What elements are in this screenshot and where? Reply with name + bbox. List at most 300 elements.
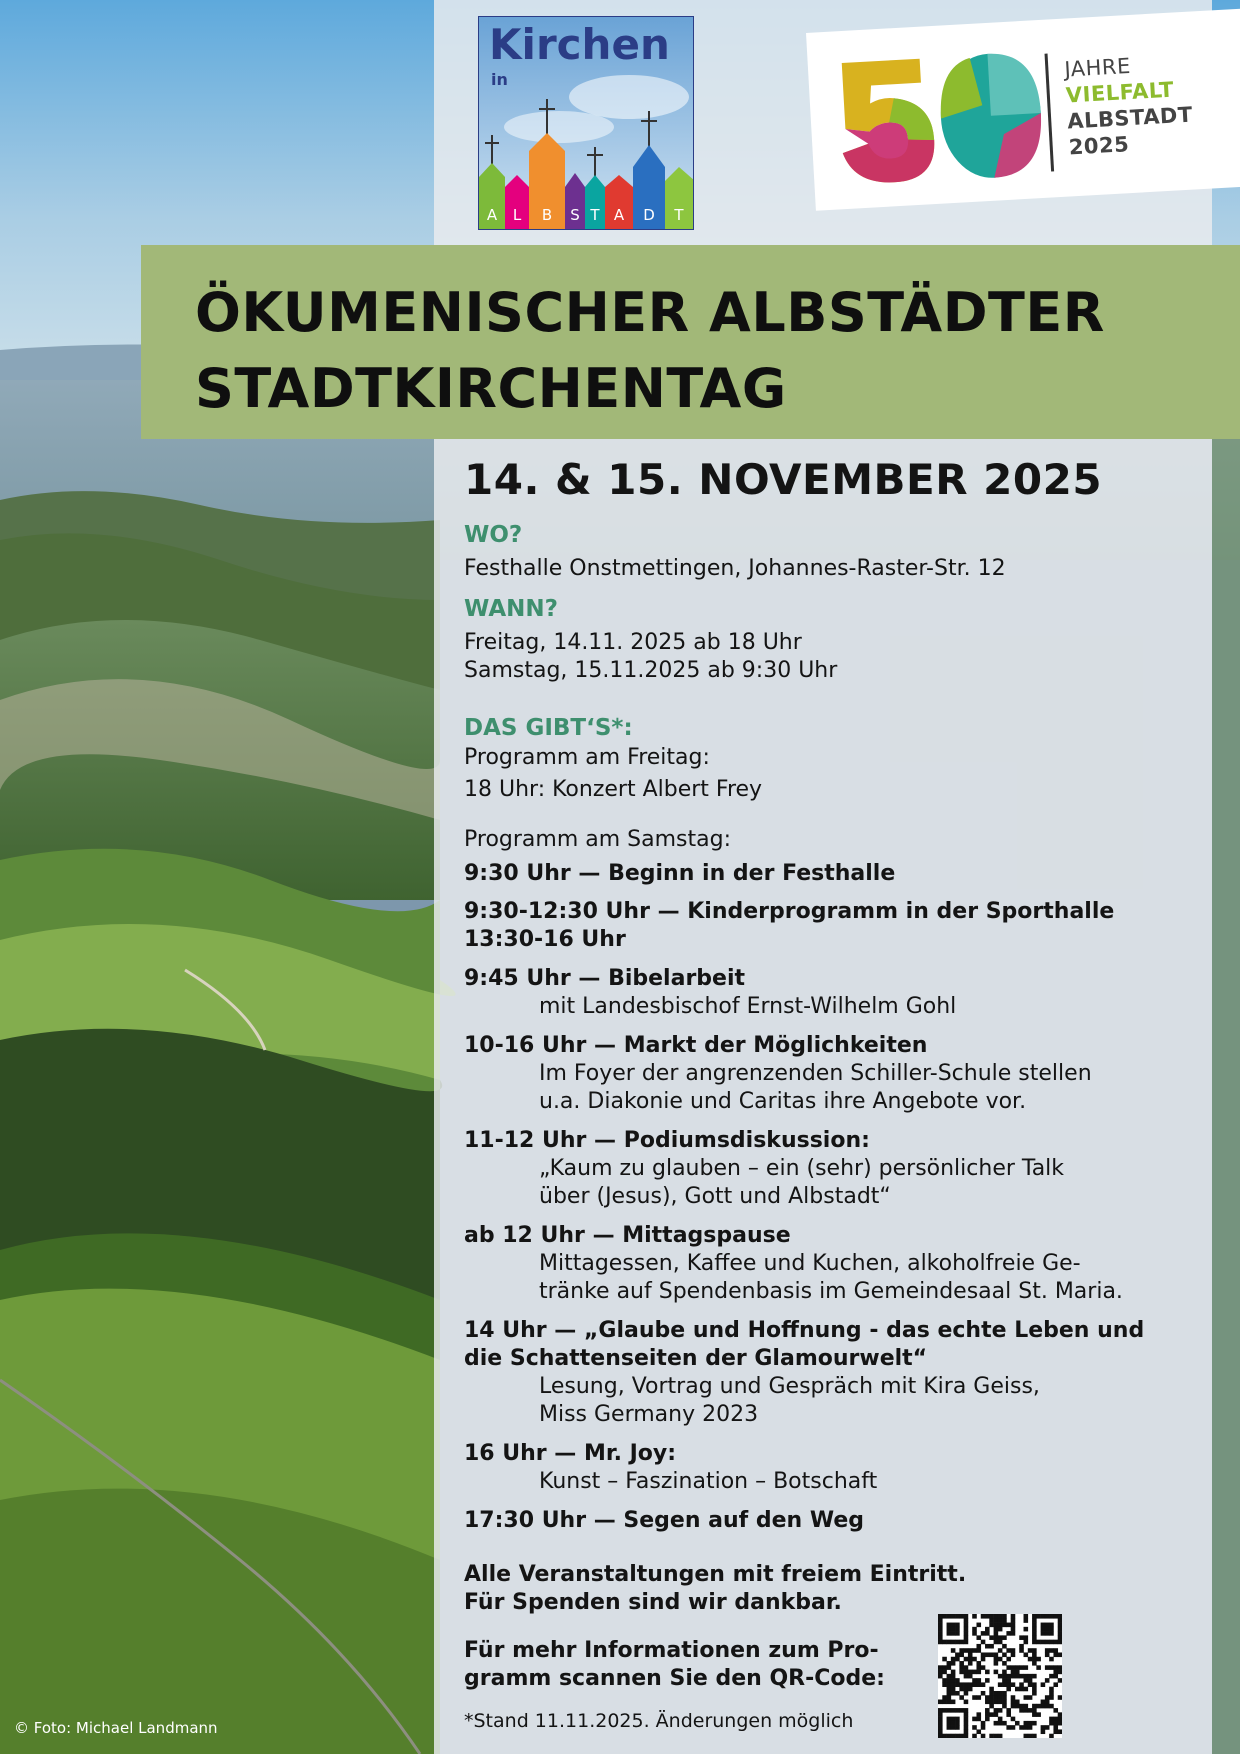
qr-module xyxy=(1006,1665,1011,1670)
qr-module xyxy=(947,1661,952,1666)
program-item-8-head: 16 Uhr — Mr. Joy: xyxy=(464,1441,677,1466)
qr-module xyxy=(964,1627,969,1632)
jubilee-logo-text xyxy=(1064,50,1195,161)
qr-module xyxy=(1011,1674,1016,1679)
qr-module xyxy=(1015,1674,1020,1679)
where-label: WO? xyxy=(464,522,523,548)
qr-module xyxy=(951,1708,956,1713)
qr-module xyxy=(1032,1674,1037,1679)
qr-module xyxy=(1045,1678,1050,1683)
logo-letter-d: D xyxy=(643,206,655,224)
qr-module xyxy=(1032,1687,1037,1692)
qr-module xyxy=(955,1721,960,1726)
qr-module xyxy=(998,1708,1003,1713)
qr-module xyxy=(989,1652,994,1657)
kirchen-logo-word: Kirchen xyxy=(489,20,670,69)
qr-module xyxy=(1011,1652,1016,1657)
qr-module xyxy=(947,1682,952,1687)
qr-module xyxy=(972,1648,977,1653)
qr-module xyxy=(1002,1618,1007,1623)
qr-module xyxy=(947,1640,952,1645)
jubilee-vielfalt: VIELFALT xyxy=(1065,77,1175,108)
qr-module xyxy=(968,1648,973,1653)
qr-module xyxy=(964,1725,969,1730)
qr-module xyxy=(985,1644,990,1649)
qr-module xyxy=(1011,1725,1016,1730)
program-item-4-detail: Im Foyer der angrenzenden Schiller-Schule stellen xyxy=(539,1061,1092,1086)
qr-module xyxy=(1032,1635,1037,1640)
qr-module xyxy=(942,1695,947,1700)
qr-module xyxy=(1049,1627,1054,1632)
qr-module xyxy=(1028,1657,1033,1662)
program-item-3-detail: mit Landesbischof Ernst-Wilhelm Gohl xyxy=(539,994,957,1019)
qr-module xyxy=(964,1721,969,1726)
qr-module xyxy=(1036,1614,1041,1619)
qr-module xyxy=(964,1708,969,1713)
qr-module xyxy=(981,1631,986,1636)
qr-module xyxy=(1041,1631,1046,1636)
qr-module xyxy=(1019,1665,1024,1670)
qr-module xyxy=(1032,1623,1037,1628)
qr-module xyxy=(1049,1695,1054,1700)
qr-module xyxy=(1015,1687,1020,1692)
qr-module xyxy=(1049,1717,1054,1722)
program-item-2-head: 9:30-12:30 Uhr — Kinderprogramm in der Sporthalle xyxy=(464,899,1115,924)
qr-module xyxy=(968,1657,973,1662)
qr-module xyxy=(1011,1627,1016,1632)
qr-module xyxy=(1036,1640,1041,1645)
qr-module xyxy=(1049,1734,1054,1738)
qr-module xyxy=(1019,1635,1024,1640)
qr-module xyxy=(981,1725,986,1730)
qr-module xyxy=(1058,1717,1062,1722)
qr-module xyxy=(1049,1691,1054,1696)
qr-module xyxy=(947,1614,952,1619)
qr-module xyxy=(989,1691,994,1696)
qr-module xyxy=(998,1695,1003,1700)
qr-module xyxy=(1015,1700,1020,1705)
qr-module xyxy=(1028,1725,1033,1730)
qr-module xyxy=(1024,1708,1029,1713)
qr-module xyxy=(1011,1648,1016,1653)
qr-module xyxy=(989,1704,994,1709)
qr-module xyxy=(968,1661,973,1666)
qr-module xyxy=(1006,1631,1011,1636)
qr-module xyxy=(955,1717,960,1722)
qr-module xyxy=(1045,1627,1050,1632)
qr-module xyxy=(989,1623,994,1628)
qr-module xyxy=(951,1623,956,1628)
qr-module xyxy=(1053,1665,1058,1670)
qr-module xyxy=(955,1708,960,1713)
qr-module xyxy=(1058,1627,1062,1632)
qr-module xyxy=(942,1657,947,1662)
qr-module xyxy=(955,1734,960,1738)
qr-module xyxy=(1011,1631,1016,1636)
qr-module xyxy=(1058,1665,1062,1670)
qr-module xyxy=(1032,1618,1037,1623)
qr-module xyxy=(981,1665,986,1670)
qr-module xyxy=(998,1614,1003,1619)
qr-code[interactable] xyxy=(938,1614,1062,1738)
qr-module xyxy=(1024,1695,1029,1700)
qr-module xyxy=(1002,1704,1007,1709)
qr-module xyxy=(989,1614,994,1619)
qr-module xyxy=(998,1618,1003,1623)
qr-module xyxy=(985,1717,990,1722)
qr-module xyxy=(972,1627,977,1632)
qr-module xyxy=(1053,1648,1058,1653)
friday-item: 18 Uhr: Konzert Albert Frey xyxy=(464,777,763,802)
program-item-7-head: 14 Uhr — „Glaube und Hoffnung - das echte Leben und xyxy=(464,1318,1145,1343)
qr-module xyxy=(964,1729,969,1734)
qr-module xyxy=(951,1717,956,1722)
qr-module xyxy=(1002,1623,1007,1628)
qr-module xyxy=(1053,1674,1058,1679)
qr-module xyxy=(1049,1657,1054,1662)
qr-module xyxy=(959,1670,964,1675)
program-item-4-head: 10-16 Uhr — Markt der Möglichkeiten xyxy=(464,1033,928,1058)
qr-module xyxy=(1006,1648,1011,1653)
qr-module xyxy=(951,1687,956,1692)
qr-module xyxy=(951,1661,956,1666)
qr-module xyxy=(1058,1695,1062,1700)
page-title xyxy=(195,275,1105,427)
qr-module xyxy=(938,1674,943,1679)
qr-module xyxy=(959,1665,964,1670)
qr-module xyxy=(947,1695,952,1700)
qr-module xyxy=(1024,1640,1029,1645)
event-details xyxy=(464,455,1204,1735)
qr-module xyxy=(972,1678,977,1683)
when-friday: Freitag, 14.11. 2025 ab 18 Uhr xyxy=(464,630,802,655)
qr-module xyxy=(1045,1725,1050,1730)
qr-module xyxy=(998,1635,1003,1640)
program-item-2-head2: 13:30-16 Uhr xyxy=(464,927,626,952)
qr-module xyxy=(1032,1640,1037,1645)
qr-module xyxy=(964,1674,969,1679)
qr-module xyxy=(947,1717,952,1722)
qr-module xyxy=(994,1670,999,1675)
qr-module xyxy=(972,1695,977,1700)
qr-module xyxy=(1036,1712,1041,1717)
qr-module xyxy=(1049,1665,1054,1670)
qr-module xyxy=(998,1623,1003,1628)
qr-module xyxy=(1006,1708,1011,1713)
qr-module xyxy=(955,1691,960,1696)
qr-module xyxy=(938,1700,943,1705)
qr-module xyxy=(964,1623,969,1628)
qr-module xyxy=(994,1640,999,1645)
qr-module xyxy=(1024,1734,1029,1738)
qr-module xyxy=(972,1614,977,1619)
qr-module xyxy=(1024,1665,1029,1670)
qr-module xyxy=(972,1717,977,1722)
program-item-1-head: 9:30 Uhr — Beginn in der Festhalle xyxy=(464,861,896,886)
qr-module xyxy=(964,1657,969,1662)
qr-module xyxy=(942,1734,947,1738)
qr-module xyxy=(1002,1682,1007,1687)
50-number-graphic xyxy=(829,42,1046,189)
qr-module xyxy=(1032,1631,1037,1636)
qr-module xyxy=(994,1635,999,1640)
qr-module xyxy=(981,1640,986,1645)
qr-module xyxy=(1006,1682,1011,1687)
qr-module xyxy=(994,1695,999,1700)
friday-heading: Programm am Freitag: xyxy=(464,745,710,770)
qr-module xyxy=(938,1665,943,1670)
qr-module xyxy=(1041,1729,1046,1734)
qr-module xyxy=(1041,1725,1046,1730)
qr-module xyxy=(994,1712,999,1717)
qr-module xyxy=(938,1712,943,1717)
qr-module xyxy=(1011,1700,1016,1705)
when-saturday: Samstag, 15.11.2025 ab 9:30 Uhr xyxy=(464,658,838,683)
qr-module xyxy=(942,1708,947,1713)
qr-module xyxy=(1058,1640,1062,1645)
qr-module xyxy=(964,1687,969,1692)
qr-module xyxy=(942,1640,947,1645)
qr-module xyxy=(998,1734,1003,1738)
qr-module xyxy=(942,1670,947,1675)
qr-module xyxy=(994,1652,999,1657)
qr-module xyxy=(1019,1674,1024,1679)
qr-module xyxy=(1024,1614,1029,1619)
qr-module xyxy=(968,1670,973,1675)
program-item-4-detail2: u.a. Diakonie und Caritas ihre Angebote vor. xyxy=(539,1089,1027,1114)
qr-module xyxy=(1028,1682,1033,1687)
qr-module xyxy=(994,1623,999,1628)
program-item-9-head: 17:30 Uhr — Segen auf den Weg xyxy=(464,1508,865,1533)
qr-module xyxy=(1053,1614,1058,1619)
qr-module xyxy=(1002,1678,1007,1683)
qr-module xyxy=(989,1635,994,1640)
qr-module xyxy=(1049,1687,1054,1692)
logo-letter-a2: A xyxy=(613,206,625,224)
qr-module xyxy=(951,1691,956,1696)
qr-module xyxy=(1032,1734,1037,1738)
qr-module xyxy=(947,1734,952,1738)
program-item-6-detail: Mittagessen, Kaffee und Kuchen, alkoholfreie Ge- xyxy=(539,1251,1081,1276)
qr-module xyxy=(951,1657,956,1662)
qr-module xyxy=(1049,1623,1054,1628)
saturday-heading: Programm am Samstag: xyxy=(464,827,731,852)
qr-module xyxy=(964,1614,969,1619)
qr-module xyxy=(1011,1670,1016,1675)
qr-module xyxy=(1002,1652,1007,1657)
qr-module xyxy=(1041,1623,1046,1628)
jubilee-jahre: JAHRE xyxy=(1063,53,1132,82)
qr-module xyxy=(942,1682,947,1687)
qr-module xyxy=(1019,1687,1024,1692)
qr-module xyxy=(998,1721,1003,1726)
qr-module xyxy=(951,1670,956,1675)
qr-module xyxy=(1049,1721,1054,1726)
program-item-8-detail: Kunst – Faszination – Botschaft xyxy=(539,1469,878,1494)
50-jahre-vielfalt-albstadt-logo xyxy=(806,8,1240,210)
qr-module xyxy=(1041,1614,1046,1619)
qr-module xyxy=(955,1652,960,1657)
qr-module xyxy=(951,1614,956,1619)
qr-module xyxy=(942,1614,947,1619)
qr-module xyxy=(1041,1627,1046,1632)
qr-module xyxy=(951,1640,956,1645)
qr-module xyxy=(1011,1614,1016,1619)
program-item-7-detail: Lesung, Vortrag und Gespräch mit Kira Geiss, xyxy=(539,1374,1040,1399)
qr-module xyxy=(1049,1648,1054,1653)
qr-module xyxy=(1032,1682,1037,1687)
qr-module xyxy=(1058,1631,1062,1636)
qr-module xyxy=(1041,1704,1046,1709)
qr-module xyxy=(1053,1729,1058,1734)
qr-module xyxy=(1002,1674,1007,1679)
qr-module xyxy=(1006,1687,1011,1692)
qr-module xyxy=(1032,1708,1037,1713)
qr-module xyxy=(976,1678,981,1683)
qr-module xyxy=(938,1670,943,1675)
qr-module xyxy=(985,1700,990,1705)
qr-module xyxy=(994,1614,999,1619)
qr-module xyxy=(938,1717,943,1722)
program-item-6-detail2: tränke auf Spendenbasis im Gemeindesaal St. Maria. xyxy=(539,1279,1123,1304)
qr-module xyxy=(942,1700,947,1705)
qr-module xyxy=(998,1700,1003,1705)
qr-module xyxy=(964,1700,969,1705)
qr-module xyxy=(1041,1700,1046,1705)
qr-module xyxy=(1032,1661,1037,1666)
qr-module xyxy=(1028,1721,1033,1726)
qr-module xyxy=(1002,1721,1007,1726)
qr-module xyxy=(951,1734,956,1738)
qr-module xyxy=(972,1682,977,1687)
qr-module xyxy=(1036,1704,1041,1709)
qr-module xyxy=(951,1678,956,1683)
qr-module xyxy=(947,1687,952,1692)
qr-module xyxy=(998,1682,1003,1687)
qr-module xyxy=(947,1627,952,1632)
qr-module xyxy=(951,1700,956,1705)
qr-module xyxy=(1002,1635,1007,1640)
qr-module xyxy=(994,1618,999,1623)
qr-module xyxy=(938,1725,943,1730)
qr-module xyxy=(947,1674,952,1679)
qr-module xyxy=(968,1682,973,1687)
qr-module xyxy=(1041,1682,1046,1687)
qr-module xyxy=(976,1712,981,1717)
logo-divider xyxy=(1045,54,1055,172)
qr-module xyxy=(976,1670,981,1675)
jubilee-albstadt: ALBSTADT xyxy=(1066,102,1194,134)
qr-module xyxy=(1058,1623,1062,1628)
qr-module xyxy=(959,1648,964,1653)
qr-module xyxy=(1032,1721,1037,1726)
qr-module xyxy=(985,1631,990,1636)
program-item-7-detail2: Miss Germany 2023 xyxy=(539,1402,759,1427)
qr-module xyxy=(1028,1674,1033,1679)
title-banner xyxy=(141,245,1240,439)
qr-module xyxy=(1011,1717,1016,1722)
qr-module xyxy=(955,1678,960,1683)
qr-module xyxy=(976,1717,981,1722)
qr-module xyxy=(1041,1640,1046,1645)
qr-module xyxy=(985,1678,990,1683)
logo-letter-a: A xyxy=(486,206,498,224)
qr-module xyxy=(959,1640,964,1645)
qr-module xyxy=(955,1657,960,1662)
qr-module xyxy=(1019,1682,1024,1687)
qr-module xyxy=(972,1725,977,1730)
qr-module xyxy=(1036,1657,1041,1662)
qr-module xyxy=(1006,1623,1011,1628)
qr-module xyxy=(938,1640,943,1645)
qr-module xyxy=(976,1729,981,1734)
qr-module xyxy=(947,1691,952,1696)
qr-module xyxy=(994,1631,999,1636)
qr-module xyxy=(959,1708,964,1713)
qr-module xyxy=(1002,1661,1007,1666)
qr-module xyxy=(1011,1682,1016,1687)
program-item-5-head: 11-12 Uhr — Podiumsdiskussion: xyxy=(464,1128,870,1153)
free-entry-line-2: Für Spenden sind wir dankbar. xyxy=(464,1590,842,1615)
qr-module xyxy=(989,1734,994,1738)
qr-module xyxy=(989,1618,994,1623)
qr-module xyxy=(1049,1674,1054,1679)
qr-module xyxy=(951,1674,956,1679)
qr-module xyxy=(968,1674,973,1679)
qr-module xyxy=(994,1657,999,1662)
qr-module xyxy=(1028,1678,1033,1683)
qr-module xyxy=(938,1623,943,1628)
qr-module xyxy=(947,1665,952,1670)
qr-module xyxy=(1045,1614,1050,1619)
qr-module xyxy=(959,1687,964,1692)
program-label: DAS GIBT‘S*: xyxy=(464,715,633,741)
qr-module xyxy=(951,1682,956,1687)
qr-module xyxy=(981,1652,986,1657)
qr-module xyxy=(1011,1665,1016,1670)
qr-module xyxy=(1024,1618,1029,1623)
qr-module xyxy=(1011,1695,1016,1700)
qr-module xyxy=(1002,1700,1007,1705)
qr-module xyxy=(976,1644,981,1649)
qr-module xyxy=(985,1652,990,1657)
qr-module xyxy=(985,1670,990,1675)
qr-module xyxy=(959,1661,964,1666)
qr-module xyxy=(938,1627,943,1632)
qr-module xyxy=(964,1670,969,1675)
photo-credit: © Foto: Michael Landmann xyxy=(14,1719,218,1737)
qr-module xyxy=(1032,1614,1037,1619)
logo-letter-s: S xyxy=(570,206,580,224)
qr-module xyxy=(1049,1640,1054,1645)
qr-module xyxy=(938,1729,943,1734)
qr-module xyxy=(968,1687,973,1692)
qr-module xyxy=(994,1691,999,1696)
qr-module xyxy=(1032,1627,1037,1632)
qr-module xyxy=(1045,1665,1050,1670)
qr-module xyxy=(955,1725,960,1730)
qr-module xyxy=(1006,1725,1011,1730)
qr-module xyxy=(1058,1678,1062,1683)
qr-module xyxy=(959,1614,964,1619)
qr-module xyxy=(947,1721,952,1726)
qr-module xyxy=(955,1640,960,1645)
qr-module xyxy=(951,1721,956,1726)
footnote: *Stand 11.11.2025. Änderungen möglich xyxy=(464,1710,854,1732)
qr-module xyxy=(981,1734,986,1738)
qr-module xyxy=(1045,1695,1050,1700)
qr-module xyxy=(955,1631,960,1636)
